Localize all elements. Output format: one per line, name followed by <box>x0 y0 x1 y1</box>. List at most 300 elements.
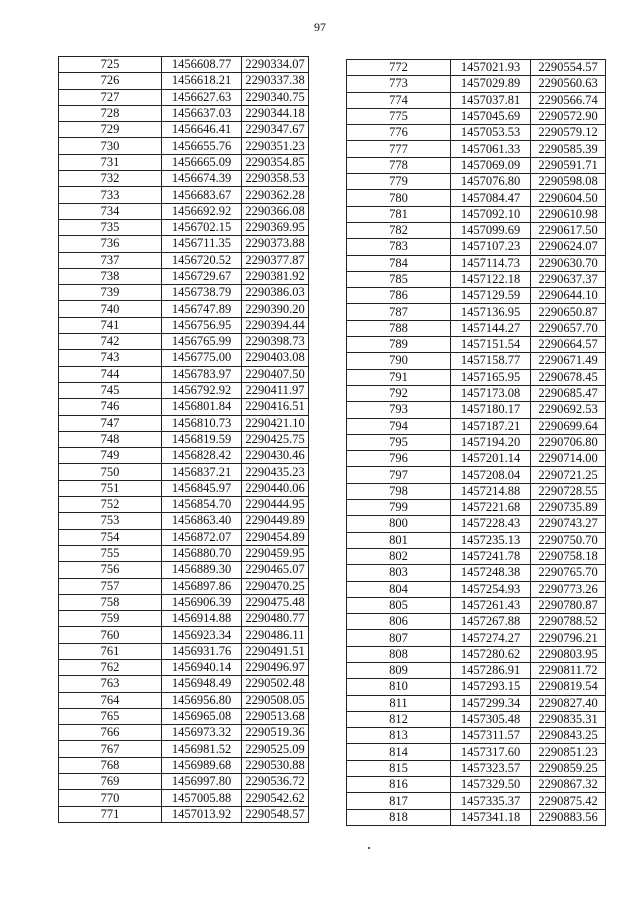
y-coordinate-cell: 2290843.25 <box>531 728 606 744</box>
table-row <box>59 219 309 235</box>
table-row <box>347 60 606 76</box>
x-coordinate-cell: 1457129.59 <box>451 288 531 304</box>
table-row <box>59 334 309 350</box>
y-coordinate-cell: 2290859.25 <box>531 760 606 776</box>
y-coordinate-cell: 2290650.87 <box>531 304 606 320</box>
table-row <box>347 483 606 499</box>
point-number-cell: 746 <box>59 399 162 415</box>
point-number-cell: 774 <box>347 92 451 108</box>
table-row <box>59 382 309 398</box>
y-coordinate-cell: 2290480.77 <box>242 611 309 627</box>
y-coordinate-cell: 2290706.80 <box>531 434 606 450</box>
y-coordinate-cell: 2290496.97 <box>242 659 309 675</box>
x-coordinate-cell: 1457201.14 <box>451 451 531 467</box>
point-number-cell: 749 <box>59 448 162 464</box>
point-number-cell: 732 <box>59 171 162 187</box>
x-coordinate-cell: 1457335.37 <box>451 793 531 809</box>
x-coordinate-cell: 1456618.21 <box>162 73 242 89</box>
point-number-cell: 783 <box>347 239 451 255</box>
x-coordinate-cell: 1456711.35 <box>162 236 242 252</box>
point-number-cell: 754 <box>59 529 162 545</box>
x-coordinate-cell: 1456828.42 <box>162 448 242 464</box>
point-number-cell: 796 <box>347 451 451 467</box>
table-row <box>59 122 309 138</box>
y-coordinate-cell: 2290381.92 <box>242 268 309 284</box>
y-coordinate-cell: 2290444.95 <box>242 497 309 513</box>
y-coordinate-cell: 2290519.36 <box>242 725 309 741</box>
table-row <box>59 252 309 268</box>
y-coordinate-cell: 2290657.70 <box>531 320 606 336</box>
y-coordinate-cell: 2290491.51 <box>242 643 309 659</box>
point-number-cell: 794 <box>347 418 451 434</box>
point-number-cell: 750 <box>59 464 162 480</box>
point-number-cell: 777 <box>347 141 451 157</box>
point-number-cell: 789 <box>347 337 451 353</box>
y-coordinate-cell: 2290827.40 <box>531 695 606 711</box>
y-coordinate-cell: 2290502.48 <box>242 676 309 692</box>
x-coordinate-cell: 1456720.52 <box>162 252 242 268</box>
y-coordinate-cell: 2290591.71 <box>531 157 606 173</box>
table-row <box>59 513 309 529</box>
point-number-cell: 755 <box>59 545 162 561</box>
point-number-cell: 795 <box>347 434 451 450</box>
y-coordinate-cell: 2290425.75 <box>242 431 309 447</box>
point-number-cell: 771 <box>59 806 162 822</box>
table-row <box>59 464 309 480</box>
table-row <box>347 418 606 434</box>
y-coordinate-cell: 2290398.73 <box>242 334 309 350</box>
x-coordinate-cell: 1457092.10 <box>451 206 531 222</box>
point-number-cell: 737 <box>59 252 162 268</box>
y-coordinate-cell: 2290721.25 <box>531 467 606 483</box>
x-coordinate-cell: 1456956.80 <box>162 692 242 708</box>
x-coordinate-cell: 1457299.34 <box>451 695 531 711</box>
y-coordinate-cell: 2290554.57 <box>531 60 606 76</box>
point-number-cell: 797 <box>347 467 451 483</box>
x-coordinate-cell: 1457037.81 <box>451 92 531 108</box>
y-coordinate-cell: 2290454.89 <box>242 529 309 545</box>
point-number-cell: 805 <box>347 597 451 613</box>
x-coordinate-cell: 1456729.67 <box>162 268 242 284</box>
table-row <box>347 728 606 744</box>
y-coordinate-cell: 2290644.10 <box>531 288 606 304</box>
point-number-cell: 740 <box>59 301 162 317</box>
table-row <box>347 239 606 255</box>
table-row <box>59 236 309 252</box>
table-row <box>347 695 606 711</box>
y-coordinate-cell: 2290735.89 <box>531 500 606 516</box>
x-coordinate-cell: 1456923.34 <box>162 627 242 643</box>
x-coordinate-cell: 1456683.67 <box>162 187 242 203</box>
point-number-cell: 814 <box>347 744 451 760</box>
table-row <box>59 187 309 203</box>
table-row <box>347 222 606 238</box>
point-number-cell: 772 <box>347 60 451 76</box>
y-coordinate-cell: 2290819.54 <box>531 679 606 695</box>
y-coordinate-cell: 2290435.23 <box>242 464 309 480</box>
y-coordinate-cell: 2290530.88 <box>242 757 309 773</box>
table-row <box>347 744 606 760</box>
table-row <box>59 806 309 822</box>
x-coordinate-cell: 1457274.27 <box>451 630 531 646</box>
y-coordinate-cell: 2290685.47 <box>531 385 606 401</box>
x-coordinate-cell: 1457323.57 <box>451 760 531 776</box>
table-row <box>347 108 606 124</box>
point-number-cell: 753 <box>59 513 162 529</box>
point-number-cell: 742 <box>59 334 162 350</box>
x-coordinate-cell: 1457158.77 <box>451 353 531 369</box>
point-number-cell: 744 <box>59 366 162 382</box>
y-coordinate-cell: 2290678.45 <box>531 369 606 385</box>
table-row <box>59 73 309 89</box>
point-number-cell: 743 <box>59 350 162 366</box>
point-number-cell: 818 <box>347 809 451 825</box>
x-coordinate-cell: 1457180.17 <box>451 402 531 418</box>
x-coordinate-cell: 1456608.77 <box>162 57 242 73</box>
x-coordinate-cell: 1457317.60 <box>451 744 531 760</box>
table-row <box>347 157 606 173</box>
table-row <box>347 271 606 287</box>
x-coordinate-cell: 1456738.79 <box>162 285 242 301</box>
page-number: 97 <box>314 20 326 34</box>
y-coordinate-cell: 2290572.90 <box>531 108 606 124</box>
point-number-cell: 765 <box>59 708 162 724</box>
table-row <box>347 500 606 516</box>
table-row <box>59 757 309 773</box>
y-coordinate-cell: 2290664.57 <box>531 337 606 353</box>
y-coordinate-cell: 2290867.32 <box>531 777 606 793</box>
x-coordinate-cell: 1457280.62 <box>451 646 531 662</box>
x-coordinate-cell: 1457194.20 <box>451 434 531 450</box>
x-coordinate-cell: 1456792.92 <box>162 382 242 398</box>
table-row <box>347 369 606 385</box>
x-coordinate-cell: 1457235.13 <box>451 532 531 548</box>
point-number-cell: 779 <box>347 174 451 190</box>
point-number-cell: 780 <box>347 190 451 206</box>
y-coordinate-cell: 2290416.51 <box>242 399 309 415</box>
table-row <box>59 497 309 513</box>
y-coordinate-cell: 2290394.44 <box>242 317 309 333</box>
y-coordinate-cell: 2290714.00 <box>531 451 606 467</box>
x-coordinate-cell: 1457061.33 <box>451 141 531 157</box>
y-coordinate-cell: 2290358.53 <box>242 171 309 187</box>
point-number-cell: 812 <box>347 711 451 727</box>
x-coordinate-cell: 1456674.39 <box>162 171 242 187</box>
x-coordinate-cell: 1457151.54 <box>451 337 531 353</box>
x-coordinate-cell: 1457241.78 <box>451 548 531 564</box>
point-number-cell: 770 <box>59 790 162 806</box>
point-number-cell: 788 <box>347 320 451 336</box>
x-coordinate-cell: 1457114.73 <box>451 255 531 271</box>
y-coordinate-cell: 2290765.70 <box>531 565 606 581</box>
x-coordinate-cell: 1457305.48 <box>451 711 531 727</box>
x-coordinate-cell: 1456981.52 <box>162 741 242 757</box>
y-coordinate-cell: 2290750.70 <box>531 532 606 548</box>
x-coordinate-cell: 1457214.88 <box>451 483 531 499</box>
table-row <box>347 76 606 92</box>
point-number-cell: 734 <box>59 203 162 219</box>
y-coordinate-cell: 2290354.85 <box>242 154 309 170</box>
point-number-cell: 733 <box>59 187 162 203</box>
x-coordinate-cell: 1457341.18 <box>451 809 531 825</box>
x-coordinate-cell: 1457221.68 <box>451 500 531 516</box>
x-coordinate-cell: 1456906.39 <box>162 594 242 610</box>
point-number-cell: 798 <box>347 483 451 499</box>
y-coordinate-cell: 2290465.07 <box>242 562 309 578</box>
table-row <box>347 711 606 727</box>
y-coordinate-cell: 2290604.50 <box>531 190 606 206</box>
y-coordinate-cell: 2290875.42 <box>531 793 606 809</box>
table-row <box>59 676 309 692</box>
x-coordinate-cell: 1456627.63 <box>162 89 242 105</box>
point-number-cell: 725 <box>59 57 162 73</box>
point-number-cell: 815 <box>347 760 451 776</box>
point-number-cell: 803 <box>347 565 451 581</box>
x-coordinate-cell: 1456965.08 <box>162 708 242 724</box>
y-coordinate-cell: 2290699.64 <box>531 418 606 434</box>
x-coordinate-cell: 1456989.68 <box>162 757 242 773</box>
y-coordinate-cell: 2290788.52 <box>531 614 606 630</box>
y-coordinate-cell: 2290403.08 <box>242 350 309 366</box>
x-coordinate-cell: 1456931.76 <box>162 643 242 659</box>
point-number-cell: 729 <box>59 122 162 138</box>
x-coordinate-cell: 1457165.95 <box>451 369 531 385</box>
y-coordinate-cell: 2290803.95 <box>531 646 606 662</box>
table-row <box>347 402 606 418</box>
point-number-cell: 728 <box>59 105 162 121</box>
table-row <box>59 154 309 170</box>
point-number-cell: 769 <box>59 774 162 790</box>
point-number-cell: 738 <box>59 268 162 284</box>
table-row <box>347 565 606 581</box>
point-number-cell: 781 <box>347 206 451 222</box>
point-number-cell: 747 <box>59 415 162 431</box>
x-coordinate-cell: 1456997.80 <box>162 774 242 790</box>
table-row <box>59 57 309 73</box>
x-coordinate-cell: 1457187.21 <box>451 418 531 434</box>
x-coordinate-cell: 1457013.92 <box>162 806 242 822</box>
point-number-cell: 739 <box>59 285 162 301</box>
table-row <box>347 451 606 467</box>
point-number-cell: 762 <box>59 659 162 675</box>
point-number-cell: 791 <box>347 369 451 385</box>
table-row <box>347 255 606 271</box>
y-coordinate-cell: 2290743.27 <box>531 516 606 532</box>
point-number-cell: 726 <box>59 73 162 89</box>
y-coordinate-cell: 2290337.38 <box>242 73 309 89</box>
x-coordinate-cell: 1456756.95 <box>162 317 242 333</box>
x-coordinate-cell: 1457286.91 <box>451 662 531 678</box>
x-coordinate-cell: 1457311.57 <box>451 728 531 744</box>
x-coordinate-cell: 1456819.59 <box>162 431 242 447</box>
point-number-cell: 748 <box>59 431 162 447</box>
point-number-cell: 768 <box>59 757 162 773</box>
y-coordinate-cell: 2290637.37 <box>531 271 606 287</box>
table-row <box>347 434 606 450</box>
point-number-cell: 804 <box>347 581 451 597</box>
y-coordinate-cell: 2290692.53 <box>531 402 606 418</box>
point-number-cell: 782 <box>347 222 451 238</box>
point-number-cell: 757 <box>59 578 162 594</box>
table-row <box>347 467 606 483</box>
x-coordinate-cell: 1456810.73 <box>162 415 242 431</box>
y-coordinate-cell: 2290449.89 <box>242 513 309 529</box>
table-row <box>59 692 309 708</box>
x-coordinate-cell: 1457099.69 <box>451 222 531 238</box>
x-coordinate-cell: 1456940.14 <box>162 659 242 675</box>
table-row <box>59 138 309 154</box>
coordinates-table-left <box>58 56 309 823</box>
x-coordinate-cell: 1457144.27 <box>451 320 531 336</box>
y-coordinate-cell: 2290598.08 <box>531 174 606 190</box>
y-coordinate-cell: 2290373.88 <box>242 236 309 252</box>
table-row <box>59 431 309 447</box>
table-row <box>347 320 606 336</box>
y-coordinate-cell: 2290796.21 <box>531 630 606 646</box>
y-coordinate-cell: 2290411.97 <box>242 382 309 398</box>
table-row <box>59 594 309 610</box>
point-number-cell: 784 <box>347 255 451 271</box>
table-row <box>59 268 309 284</box>
point-number-cell: 763 <box>59 676 162 692</box>
x-coordinate-cell: 1456837.21 <box>162 464 242 480</box>
table-row <box>347 337 606 353</box>
x-coordinate-cell: 1457005.88 <box>162 790 242 806</box>
x-coordinate-cell: 1457084.47 <box>451 190 531 206</box>
x-coordinate-cell: 1456914.88 <box>162 611 242 627</box>
table-row <box>59 203 309 219</box>
point-number-cell: 778 <box>347 157 451 173</box>
table-row <box>347 614 606 630</box>
table-row <box>59 366 309 382</box>
table-row <box>347 353 606 369</box>
table-row <box>347 532 606 548</box>
point-number-cell: 792 <box>347 385 451 401</box>
table-row <box>59 415 309 431</box>
x-coordinate-cell: 1456665.09 <box>162 154 242 170</box>
x-coordinate-cell: 1457261.43 <box>451 597 531 613</box>
x-coordinate-cell: 1457069.09 <box>451 157 531 173</box>
y-coordinate-cell: 2290579.12 <box>531 125 606 141</box>
y-coordinate-cell: 2290344.18 <box>242 105 309 121</box>
point-number-cell: 776 <box>347 125 451 141</box>
table-row <box>59 317 309 333</box>
y-coordinate-cell: 2290347.67 <box>242 122 309 138</box>
x-coordinate-cell: 1457173.08 <box>451 385 531 401</box>
table-row <box>59 301 309 317</box>
point-number-cell: 735 <box>59 219 162 235</box>
x-coordinate-cell: 1456973.32 <box>162 725 242 741</box>
point-number-cell: 761 <box>59 643 162 659</box>
point-number-cell: 764 <box>59 692 162 708</box>
y-coordinate-cell: 2290780.87 <box>531 597 606 613</box>
point-number-cell: 807 <box>347 630 451 646</box>
point-number-cell: 785 <box>347 271 451 287</box>
table-row <box>59 578 309 594</box>
x-coordinate-cell: 1457045.69 <box>451 108 531 124</box>
point-number-cell: 786 <box>347 288 451 304</box>
x-coordinate-cell: 1456897.86 <box>162 578 242 594</box>
table-row <box>59 285 309 301</box>
point-number-cell: 793 <box>347 402 451 418</box>
x-coordinate-cell: 1457248.38 <box>451 565 531 581</box>
table-row <box>59 774 309 790</box>
y-coordinate-cell: 2290334.07 <box>242 57 309 73</box>
y-coordinate-cell: 2290624.07 <box>531 239 606 255</box>
y-coordinate-cell: 2290728.55 <box>531 483 606 499</box>
y-coordinate-cell: 2290421.10 <box>242 415 309 431</box>
point-number-cell: 730 <box>59 138 162 154</box>
table-row <box>347 630 606 646</box>
point-number-cell: 799 <box>347 500 451 516</box>
point-number-cell: 741 <box>59 317 162 333</box>
x-coordinate-cell: 1457053.53 <box>451 125 531 141</box>
x-coordinate-cell: 1456747.89 <box>162 301 242 317</box>
y-coordinate-cell: 2290548.57 <box>242 806 309 822</box>
table-row <box>347 581 606 597</box>
point-number-cell: 752 <box>59 497 162 513</box>
x-coordinate-cell: 1456948.49 <box>162 676 242 692</box>
table-row <box>347 793 606 809</box>
point-number-cell: 810 <box>347 679 451 695</box>
y-coordinate-cell: 2290566.74 <box>531 92 606 108</box>
y-coordinate-cell: 2290883.56 <box>531 809 606 825</box>
y-coordinate-cell: 2290475.48 <box>242 594 309 610</box>
point-number-cell: 806 <box>347 614 451 630</box>
point-number-cell: 758 <box>59 594 162 610</box>
point-number-cell: 816 <box>347 777 451 793</box>
table-row <box>59 545 309 561</box>
y-coordinate-cell: 2290440.06 <box>242 480 309 496</box>
table-row <box>59 350 309 366</box>
x-coordinate-cell: 1457136.95 <box>451 304 531 320</box>
point-number-cell: 790 <box>347 353 451 369</box>
table-row <box>59 89 309 105</box>
table-row <box>347 206 606 222</box>
table-row <box>59 611 309 627</box>
table-row <box>59 529 309 545</box>
x-coordinate-cell: 1457267.88 <box>451 614 531 630</box>
x-coordinate-cell: 1456692.92 <box>162 203 242 219</box>
x-coordinate-cell: 1457208.04 <box>451 467 531 483</box>
table-row <box>59 659 309 675</box>
y-coordinate-cell: 2290525.09 <box>242 741 309 757</box>
coordinates-table-right <box>346 59 606 826</box>
x-coordinate-cell: 1456783.97 <box>162 366 242 382</box>
point-number-cell: 775 <box>347 108 451 124</box>
x-coordinate-cell: 1456646.41 <box>162 122 242 138</box>
table-row <box>347 385 606 401</box>
table-row <box>59 562 309 578</box>
table-row <box>59 399 309 415</box>
point-number-cell: 801 <box>347 532 451 548</box>
y-coordinate-cell: 2290560.63 <box>531 76 606 92</box>
y-coordinate-cell: 2290508.05 <box>242 692 309 708</box>
table-row <box>59 105 309 121</box>
x-coordinate-cell: 1457254.93 <box>451 581 531 597</box>
y-coordinate-cell: 2290671.49 <box>531 353 606 369</box>
table-row <box>347 597 606 613</box>
scan-speck <box>368 847 370 849</box>
table-row <box>59 725 309 741</box>
point-number-cell: 766 <box>59 725 162 741</box>
table-row <box>347 662 606 678</box>
table-row <box>59 171 309 187</box>
point-number-cell: 736 <box>59 236 162 252</box>
y-coordinate-cell: 2290773.26 <box>531 581 606 597</box>
y-coordinate-cell: 2290617.50 <box>531 222 606 238</box>
y-coordinate-cell: 2290585.39 <box>531 141 606 157</box>
